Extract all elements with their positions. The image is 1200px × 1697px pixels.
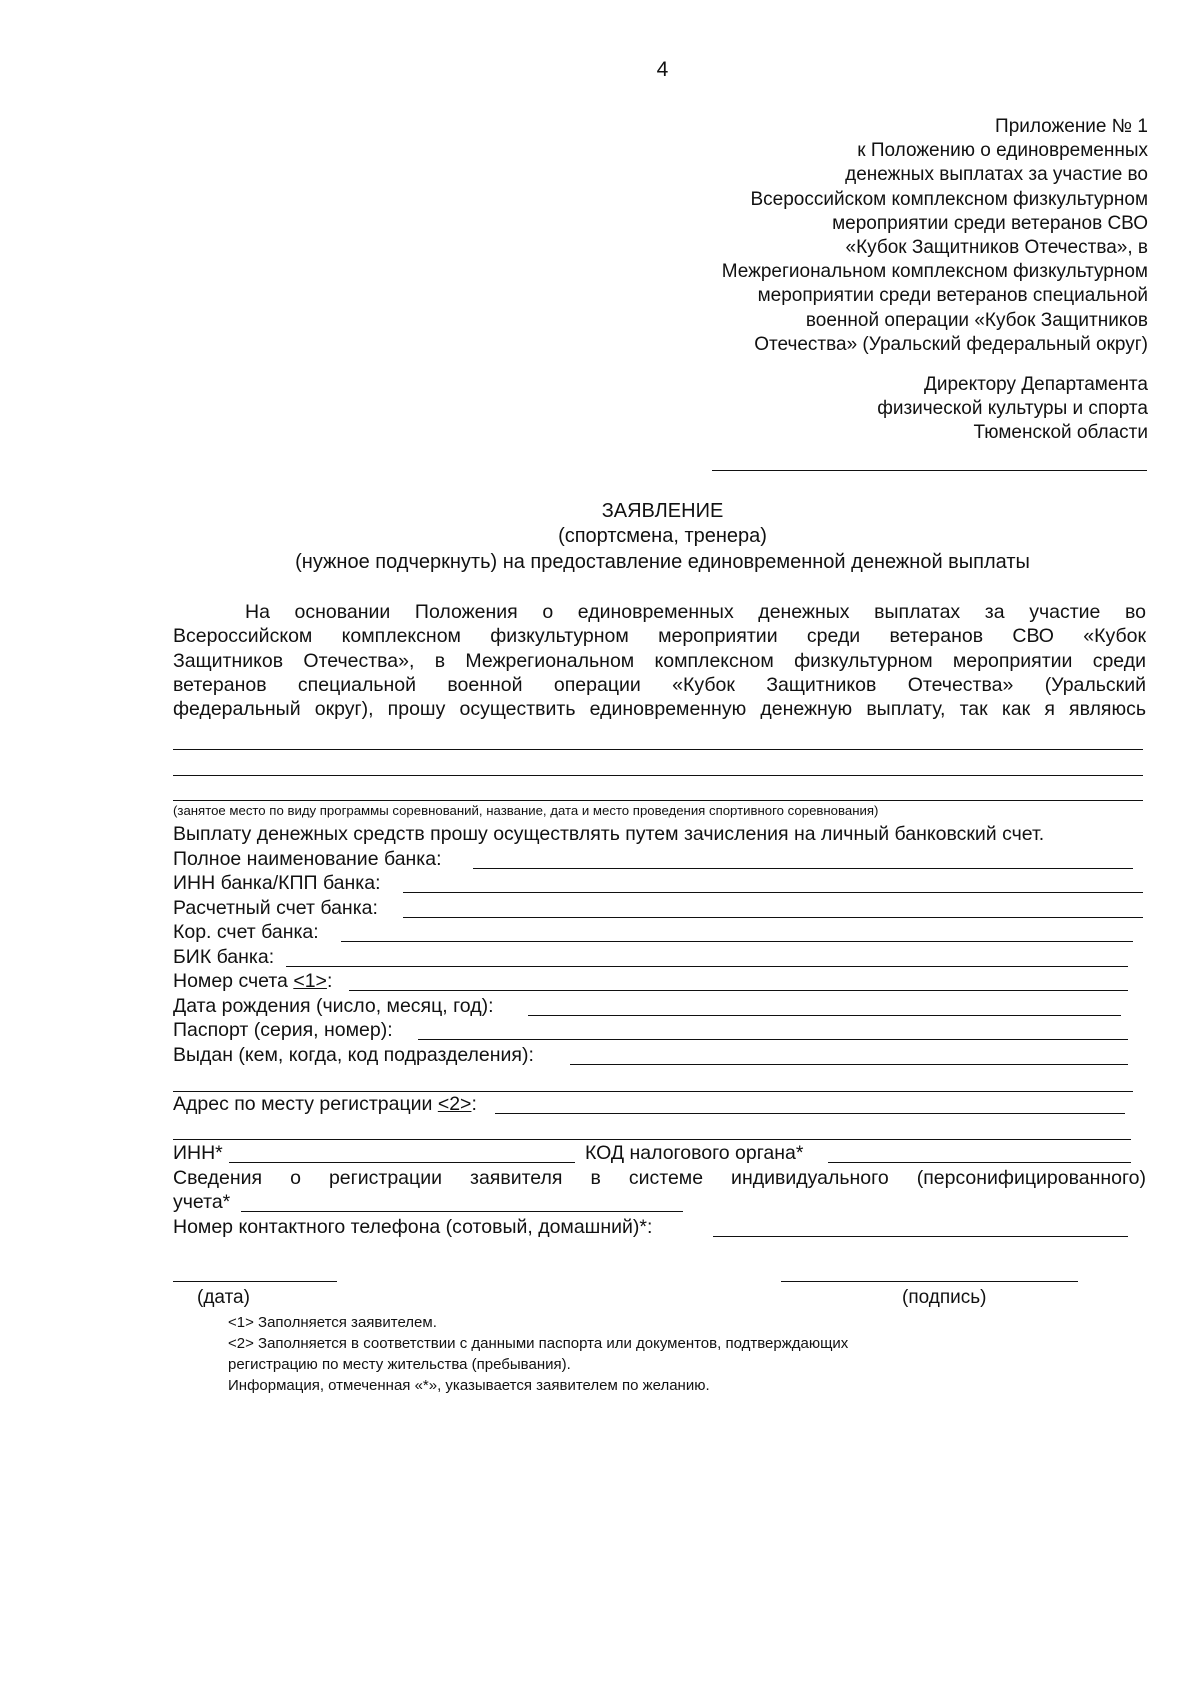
document-title: ЗАЯВЛЕНИЕ: [601, 500, 724, 522]
inn-kpp-row: [173, 871, 1143, 895]
body-line: На основании Положения о единовременных денежных выплатах за участие во: [245, 601, 1146, 623]
bik-label: БИК банка:: [173, 946, 275, 968]
bik-row: [173, 945, 1128, 969]
appendix-line: мероприятии среди ветеранов СВО: [832, 212, 1148, 234]
account-row: [173, 969, 1128, 993]
address-label: Адрес по месту регистрации <2>:: [173, 1093, 477, 1115]
appendix-header: [722, 115, 1148, 357]
inn-kpp-field[interactable]: [403, 892, 1143, 893]
passport-row: [173, 1018, 1128, 1042]
competition-line[interactable]: [173, 775, 1143, 776]
competition-line[interactable]: [173, 800, 1143, 801]
body-paragraph: [173, 600, 1146, 721]
appendix-line: к Положению о единовременных: [857, 140, 1148, 162]
footnote: Информация, отмеченная «*», указывается заявителем по желанию.: [228, 1377, 710, 1394]
body-line: Всероссийском комплексном физкультурном мероприятии среди ветеранов СВО «Кубок: [173, 625, 1146, 648]
addressee-line: физической культуры и спорта: [877, 398, 1148, 420]
inn-field[interactable]: [229, 1162, 575, 1163]
body-line: Защитников Отечества», в Межрегиональном комплексном физкультурном мероприятии среди: [173, 649, 1146, 672]
issued-label: Выдан (кем, когда, код подразделения):: [173, 1044, 534, 1066]
body-line: ветеранов специальной военной операции «Кубок Защитников Отечества» (Уральский: [173, 673, 1146, 696]
signature-label: (подпись): [902, 1287, 987, 1308]
inn-label: ИНН*: [173, 1142, 223, 1164]
settlement-label: Расчетный счет банка:: [173, 897, 378, 919]
passport-label: Паспорт (серия, номер):: [173, 1019, 393, 1041]
payment-text: Выплату денежных средств прошу осуществлять путем зачисления на личный банковский счет.: [173, 823, 1045, 845]
phone-label: Номер контактного телефона (сотовый, домашний)*:: [173, 1216, 653, 1238]
account-label: Номер счета <1>:: [173, 970, 333, 992]
corr-account-field[interactable]: [341, 941, 1133, 942]
bank-name-label: Полное наименование банка:: [173, 848, 442, 870]
phone-row: [173, 1215, 1128, 1239]
address-row: [173, 1092, 1125, 1116]
appendix-line: мероприятии среди ветеранов специальной: [757, 285, 1148, 307]
document-subtitle: (спортсмена, тренера): [558, 525, 767, 547]
inn-row: [173, 1141, 1131, 1165]
date-label: (дата): [197, 1287, 250, 1308]
applicant-name-line[interactable]: [712, 470, 1147, 471]
address-field[interactable]: [495, 1113, 1125, 1114]
inn-kpp-label: ИНН банка/КПП банка:: [173, 872, 381, 894]
bank-name-field[interactable]: [473, 868, 1133, 869]
addressee-line: Директору Департамента: [923, 374, 1148, 395]
corr-account-row: [173, 920, 1133, 944]
address-extra-line[interactable]: [173, 1139, 1131, 1140]
date-line[interactable]: [173, 1281, 337, 1282]
appendix-line: «Кубок Защитников Отечества», в: [845, 237, 1148, 259]
birth-date-field[interactable]: [528, 1015, 1121, 1016]
footnote: <1> Заполняется заявителем.: [228, 1314, 437, 1331]
page-number: 4: [656, 58, 669, 81]
footnote: регистрацию по месту жительства (пребывания).: [228, 1356, 571, 1373]
appendix-line: Всероссийском комплексном физкультурном: [750, 188, 1148, 210]
bik-field[interactable]: [286, 966, 1128, 967]
appendix-line: Отечества» (Уральский федеральный округ): [754, 333, 1148, 355]
footnote: <2> Заполняется в соответствии с данными паспорта или документов, подтверждающих: [228, 1335, 849, 1352]
settlement-row: [173, 896, 1143, 920]
registration-label: учета*: [173, 1191, 231, 1213]
addressee-line: Тюменской области: [973, 422, 1148, 444]
bank-name-row: [173, 847, 1133, 871]
document-subtitle-2: (нужное подчеркнуть) на предоставление единовременной денежной выплаты: [295, 551, 1030, 573]
passport-field[interactable]: [418, 1039, 1128, 1040]
competition-note: (занятое место по виду программы соревнований, название, дата и место проведения спортивного соревнования): [173, 803, 879, 818]
registration-field[interactable]: [241, 1211, 683, 1212]
birth-date-label: Дата рождения (число, месяц, год):: [173, 995, 494, 1017]
body-line: федеральный округ), прошу осуществить единовременную денежную выплату, так как я являюсь: [173, 698, 1146, 721]
birth-date-row: [173, 994, 1121, 1018]
registration-text: Сведения о регистрации заявителя в системе индивидуального (персонифицированного): [173, 1167, 1146, 1189]
account-field[interactable]: [349, 990, 1128, 991]
tax-code-field[interactable]: [828, 1162, 1131, 1163]
signature-line[interactable]: [781, 1281, 1078, 1282]
settlement-field[interactable]: [403, 917, 1143, 918]
addressee-block: [877, 373, 1148, 446]
corr-account-label: Кор. счет банка:: [173, 921, 319, 943]
appendix-line: денежных выплатах за участие во: [845, 164, 1148, 186]
competition-line[interactable]: [173, 749, 1143, 750]
appendix-line: Межрегиональном комплексном физкультурном: [721, 261, 1148, 283]
appendix-line: Приложение № 1: [995, 116, 1148, 137]
registration-row: [173, 1190, 683, 1214]
tax-code-label: КОД налогового органа*: [585, 1142, 804, 1164]
appendix-line: военной операции «Кубок Защитников: [805, 309, 1148, 331]
issued-row: [173, 1043, 1128, 1067]
issued-field[interactable]: [570, 1064, 1128, 1065]
phone-field[interactable]: [713, 1236, 1128, 1237]
